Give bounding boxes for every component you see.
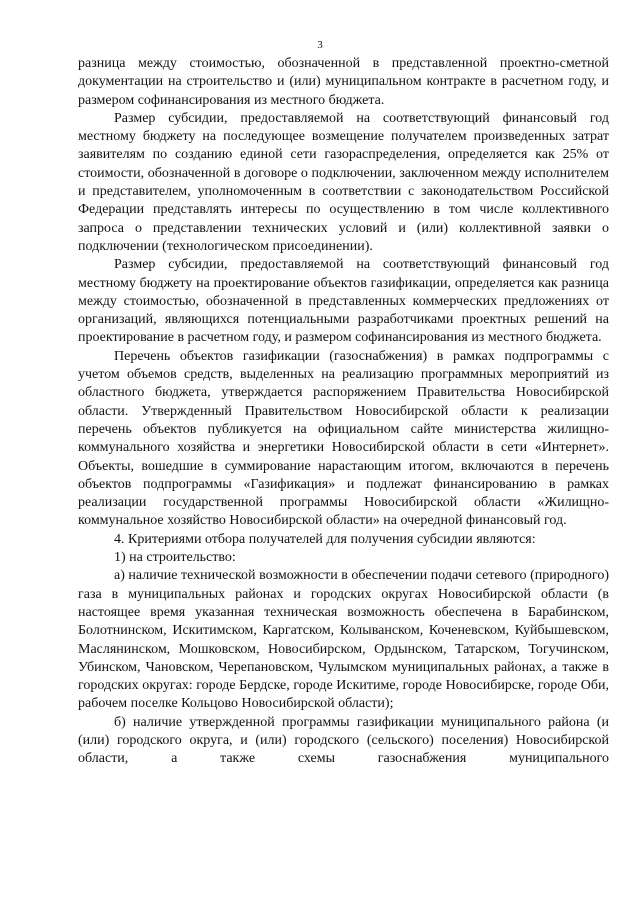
page-number: 3 xyxy=(317,39,323,51)
paragraph: Размер субсидии, предоставляемой на соответствующий финансовый год местному бюджету на проектирование объектов газификации, определяется как разница между стоимостью, обозначенной в представленных коммерческих предложениях от организаций, являющихся потенциальными разработчиками проектных решений на проектирование в расчетном году, и размером софинансирования из местного бюджета. xyxy=(78,257,609,346)
paragraph: 4. Критериями отбора получателей для получения субсидии являются: xyxy=(114,531,536,547)
paragraph: 1) на строительство: xyxy=(114,550,236,566)
paragraph: разница между стоимостью, обозначенной в представленной проектно-сметной документации на строительство и (или) муниципальном контракте в расчетном году, и размером софинансирования из местного бюджета. xyxy=(78,56,609,108)
paragraph: а) наличие технической возможности в обеспечении подачи сетевого (природного) газа в муниципальных районах и городских округах Новосибирской области (в настоящее время указанная техническая возможность обеспечена в Барабинском, Болотнинском, Искитимском, Каргатском, Колыванском, Коченевском, Куйбышевском, Маслянинском, Мошковском, Новосибирском, Ордынском, Татарском, Тогучинском, Убинском, Чановском, Черепановском, Чулымском муниципальных районах, а также в городских округах: городе Бердске, городе Искитиме, городе Новосибирске, городе Оби, рабочем поселке Кольцово Новосибирской области); xyxy=(78,568,609,712)
paragraph: б) наличие утвержденной программы газификации муниципального района (и (или) городского округа, и (или) городского (сельского) поселения) Новосибирской области, а также схемы газоснабжения муниципального xyxy=(78,714,609,767)
paragraph: Размер субсидии, предоставляемой на соответствующий финансовый год местному бюджету на последующее возмещение получателем произведенных затрат заявителям по созданию единой сети газораспределения, определяется как 25% от стоимости, обозначенной в договоре о подключении, заключенном между исполнителем и представителем, уполномоченным в соответствии с законодательством Российской Федерации представлять интересы по осуществлению в том числе коллективного запроса о представлении технических условий и (или) коллективной заявки о подключении (технологическом присоединении). xyxy=(78,110,609,254)
document-body xyxy=(78,55,609,769)
paragraph: Перечень объектов газификации (газоснабжения) в рамках подпрограммы с учетом объемов средств, выделенных на реализацию программных мероприятий из областного бюджета, утверждается распоряжением Правительства Новосибирской области. Утвержденный Правительством Новосибирской области к реализации перечень объектов публикуется на официальном сайте министерства жилищно-коммунального хозяйства и энергетики Новосибирской области в сети «Интернет». Объекты, вошедшие в суммирование нарастающим итогом, включаются в перечень объектов подпрограммы «Газификация» и подлежат финансированию в рамках реализации государственной программы Новосибирской области «Жилищно-коммунальное хозяйство Новосибирской области» на очередной финансовый год. xyxy=(78,348,609,529)
